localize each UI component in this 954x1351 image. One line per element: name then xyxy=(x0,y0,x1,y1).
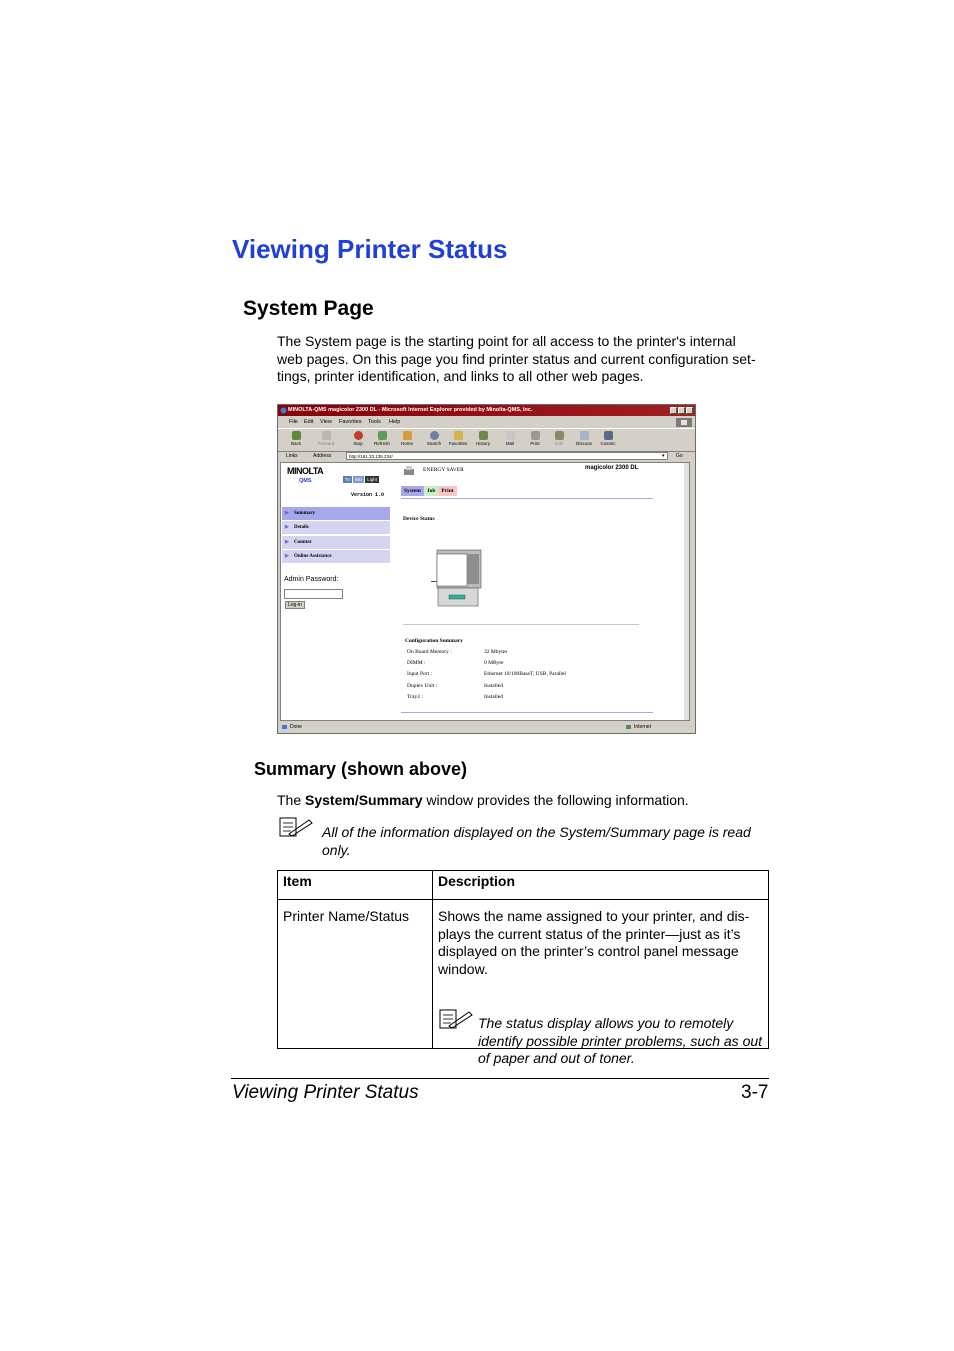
go-button[interactable]: Go xyxy=(676,453,683,459)
note-pad-icon xyxy=(279,817,313,839)
home-button[interactable]: Home xyxy=(395,431,419,446)
config-value: Installed xyxy=(484,682,503,689)
cell-description xyxy=(433,900,769,1066)
energy-saver-status: ENERGY SAVER xyxy=(423,467,464,473)
intro-line: web pages. On this page you find printer status and current configuration set- xyxy=(277,350,756,367)
config-value: 32 Mbytes xyxy=(484,649,508,655)
description-line: displayed on the printer’s control panel message xyxy=(438,943,739,960)
config-value: Ethernet 10/100BaseT, USB, Parallel xyxy=(484,671,566,678)
divider xyxy=(403,624,639,625)
config-label: On Board Memory : xyxy=(407,649,452,655)
admin-password-label: Admin Password: xyxy=(284,576,339,583)
close-button[interactable] xyxy=(686,407,693,414)
nav-details[interactable]: ▶ Details xyxy=(282,521,390,534)
vertical-scrollbar[interactable] xyxy=(684,463,689,720)
lang-option[interactable]: MO xyxy=(355,477,363,482)
favorites-folder-icon xyxy=(454,431,463,440)
config-label: Input Port : xyxy=(407,671,433,678)
stop-button[interactable]: Stop xyxy=(346,431,370,446)
minimize-button[interactable] xyxy=(670,407,677,414)
tab-bar xyxy=(401,486,457,496)
config-label: DIMM : xyxy=(407,660,426,667)
page-icon xyxy=(282,725,287,729)
intro-line: tings, printer identification, and links to all other web pages. xyxy=(277,368,644,385)
config-summary-title: Configuration Summary xyxy=(405,638,463,644)
note-line: All of the information displayed on the System/Summary page is read xyxy=(322,824,751,840)
window-titlebar xyxy=(278,405,695,416)
menu-favorites[interactable]: Favorites xyxy=(339,419,362,425)
footer-rule xyxy=(231,1078,769,1079)
nav-online-assistance[interactable]: ▶ Online Assistance xyxy=(282,550,390,563)
menu-edit[interactable]: Edit xyxy=(304,419,314,425)
back-arrow-icon xyxy=(292,431,301,440)
cosmic-icon xyxy=(604,431,613,440)
admin-password-input[interactable] xyxy=(284,589,343,599)
config-labels xyxy=(407,647,452,703)
status-done: Done xyxy=(290,724,302,730)
tab-underline xyxy=(401,498,653,499)
summary-text: window provides the following information. xyxy=(422,792,689,808)
summary-text: The xyxy=(277,792,306,808)
model-name: magicolor 2300 DL xyxy=(585,465,639,471)
description-table xyxy=(277,870,769,1066)
config-value: 0 MByte xyxy=(484,660,504,667)
column-header-description: Description xyxy=(433,871,769,900)
cosmic-button[interactable]: Cosmic xyxy=(596,431,620,446)
globe-icon xyxy=(626,725,631,729)
status-bar xyxy=(278,722,695,732)
printer-icon xyxy=(403,465,415,477)
table-row xyxy=(278,900,769,1049)
mail-icon xyxy=(506,431,515,440)
note-text xyxy=(322,824,751,859)
menu-tools[interactable]: Tools xyxy=(368,419,381,425)
cell-item: Printer Name/Status xyxy=(278,900,433,1049)
page-number: 3-7 xyxy=(741,1082,769,1103)
footer-title: Viewing Printer Status xyxy=(232,1082,419,1103)
mail-button[interactable]: Mail xyxy=(498,431,522,446)
address-bar xyxy=(278,451,695,461)
tab-system[interactable]: System xyxy=(401,486,424,496)
column-header-item: Item xyxy=(278,871,433,900)
printer-icon xyxy=(531,431,540,440)
note-pad-icon xyxy=(439,1009,473,1031)
discuss-icon xyxy=(580,431,589,440)
windows-logo-icon xyxy=(676,418,692,427)
tab-job[interactable]: Job xyxy=(424,486,439,496)
note-line: only. xyxy=(322,841,351,858)
search-button[interactable]: Search xyxy=(422,431,446,446)
minolta-logo: MINOLTA xyxy=(287,466,324,476)
edit-icon xyxy=(555,431,564,440)
version-label: Version 1.0 xyxy=(351,492,385,498)
browser-screenshot xyxy=(277,404,696,734)
bottom-rule xyxy=(401,712,653,713)
back-button[interactable]: Back xyxy=(284,431,308,446)
summary-paragraph xyxy=(277,792,771,810)
nav-summary[interactable]: ▶ Summary xyxy=(282,507,390,520)
edit-button[interactable]: Edit xyxy=(547,431,571,446)
note-line: The status display allows you to remotely xyxy=(478,1015,734,1031)
config-value: Installed xyxy=(484,693,503,700)
address-label: Address xyxy=(313,453,332,459)
refresh-icon xyxy=(378,431,387,440)
address-input[interactable]: http://161.33.135.234/ xyxy=(346,452,668,460)
search-icon xyxy=(430,431,439,440)
favorites-button[interactable]: Favorites xyxy=(446,431,470,446)
toolbar xyxy=(278,428,695,452)
refresh-button[interactable]: Refresh xyxy=(370,431,394,446)
login-button[interactable]: Log-in xyxy=(285,601,305,609)
status-zone: Internet xyxy=(634,724,651,730)
summary-bold-term: System/Summary xyxy=(305,792,423,808)
config-label: Tray2 : xyxy=(407,693,423,700)
history-icon xyxy=(479,431,488,440)
forward-arrow-icon xyxy=(322,431,331,440)
stop-icon xyxy=(354,431,363,440)
lang-option[interactable]: Tx xyxy=(345,477,350,482)
menu-bar xyxy=(278,417,695,427)
print-button[interactable]: Print xyxy=(523,431,547,446)
tab-print[interactable]: Print xyxy=(438,486,456,496)
device-status-label: Device Status xyxy=(403,516,435,522)
forward-button[interactable]: Forward xyxy=(314,431,338,446)
discuss-button[interactable]: Discuss xyxy=(572,431,596,446)
note-line: identify possible printer problems, such as out xyxy=(478,1032,763,1049)
menu-help[interactable]: Help xyxy=(389,419,401,425)
dropdown-arrow-icon[interactable]: ▾ xyxy=(662,453,665,459)
section-title: System Page xyxy=(243,297,374,320)
note-line: of paper and out of toner. xyxy=(478,1050,635,1066)
maximize-button[interactable] xyxy=(678,407,685,414)
config-label: Duplex Unit : xyxy=(407,682,438,689)
links-label[interactable]: Links xyxy=(286,453,298,459)
home-icon xyxy=(403,431,412,440)
intro-line: The System page is the starting point for all access to the printer's internal xyxy=(277,333,736,349)
page-heading: Viewing Printer Status xyxy=(232,234,508,264)
window-title: MINOLTA-QMS magicolor 2300 DL - Microsoft Internet Explorer provided by Minolta-QMS, Inc. xyxy=(288,407,533,413)
history-button[interactable]: History xyxy=(471,431,495,446)
menu-view[interactable]: View xyxy=(320,419,332,425)
nav-counter[interactable]: ▶ Counter xyxy=(282,536,390,549)
ie-icon xyxy=(280,407,287,414)
menu-file[interactable]: File xyxy=(289,419,298,425)
config-values xyxy=(484,647,566,703)
language-buttons xyxy=(343,476,379,483)
subsection-title: Summary (shown above) xyxy=(254,759,468,779)
table-note xyxy=(478,1015,762,1068)
lang-option[interactable]: Light xyxy=(367,477,378,482)
intro-paragraph xyxy=(277,333,771,386)
description-line: Shows the name assigned to your printer, and dis- xyxy=(438,908,750,924)
description-line: plays the current status of the printer—just as it’s xyxy=(438,925,741,942)
qms-logo: QMS xyxy=(299,478,312,484)
description-line: window. xyxy=(438,960,488,977)
printer-illustration xyxy=(429,545,491,609)
browser-content xyxy=(280,462,690,721)
table-header-row xyxy=(278,871,769,900)
